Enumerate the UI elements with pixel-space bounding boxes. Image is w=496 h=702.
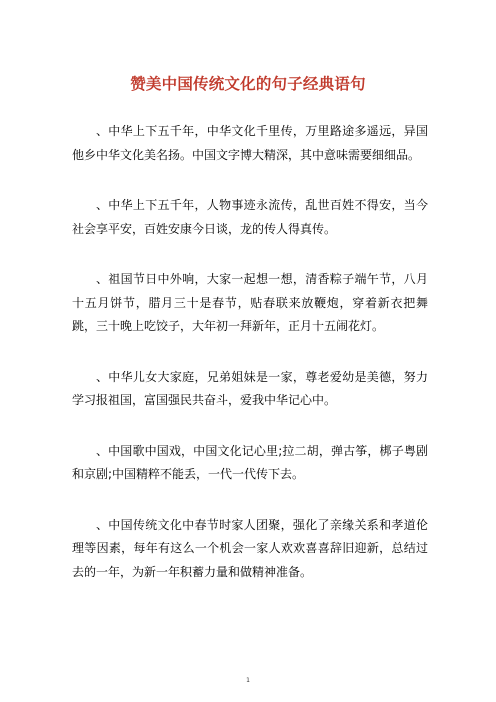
paragraph: 、中国歌中国戏，中国文化记心里;拉二胡，弹古筝，梆子粤剧和京剧;中国精粹不能丢，一代一代传下去。: [72, 443, 428, 481]
paragraph: 、中国传统文化中春节时家人团聚，强化了亲缘关系和孝道伦理等因素，每年有这么一个机会一家人欢欢喜喜辞旧迎新，总结过去的一年，为新一年积蓄力量和做精神准备。: [72, 517, 428, 579]
document-title: 赞美中国传统文化的句子经典语句: [130, 75, 366, 93]
paragraph: 、中华上下五千年，人物事迹永流传，乱世百姓不得安，当今社会享平安，百姓安康今日谈，龙的传人得真传。: [72, 198, 428, 236]
document-body: [72, 120, 428, 611]
paragraph: 、中华儿女大家庭，兄弟姐妹是一家，尊老爱幼是美德，努力学习报祖国，富国强民共奋斗，爱我中华记心中。: [72, 369, 428, 407]
paragraph: 、中华上下五千年，中华文化千里传，万里路途多遥远，异国他乡中华文化美名扬。中国文字博大精深，其中意味需要细细品。: [72, 124, 428, 162]
paragraph: 、祖国节日中外响，大家一起想一想，清香粽子端午节，八月十五月饼节，腊月三十是春节，贴春联来放鞭炮，穿着新衣把舞跳，三十晚上吃饺子，大年初一拜新年，正月十五闹花灯。: [72, 272, 428, 333]
page-number: 1: [246, 677, 250, 684]
